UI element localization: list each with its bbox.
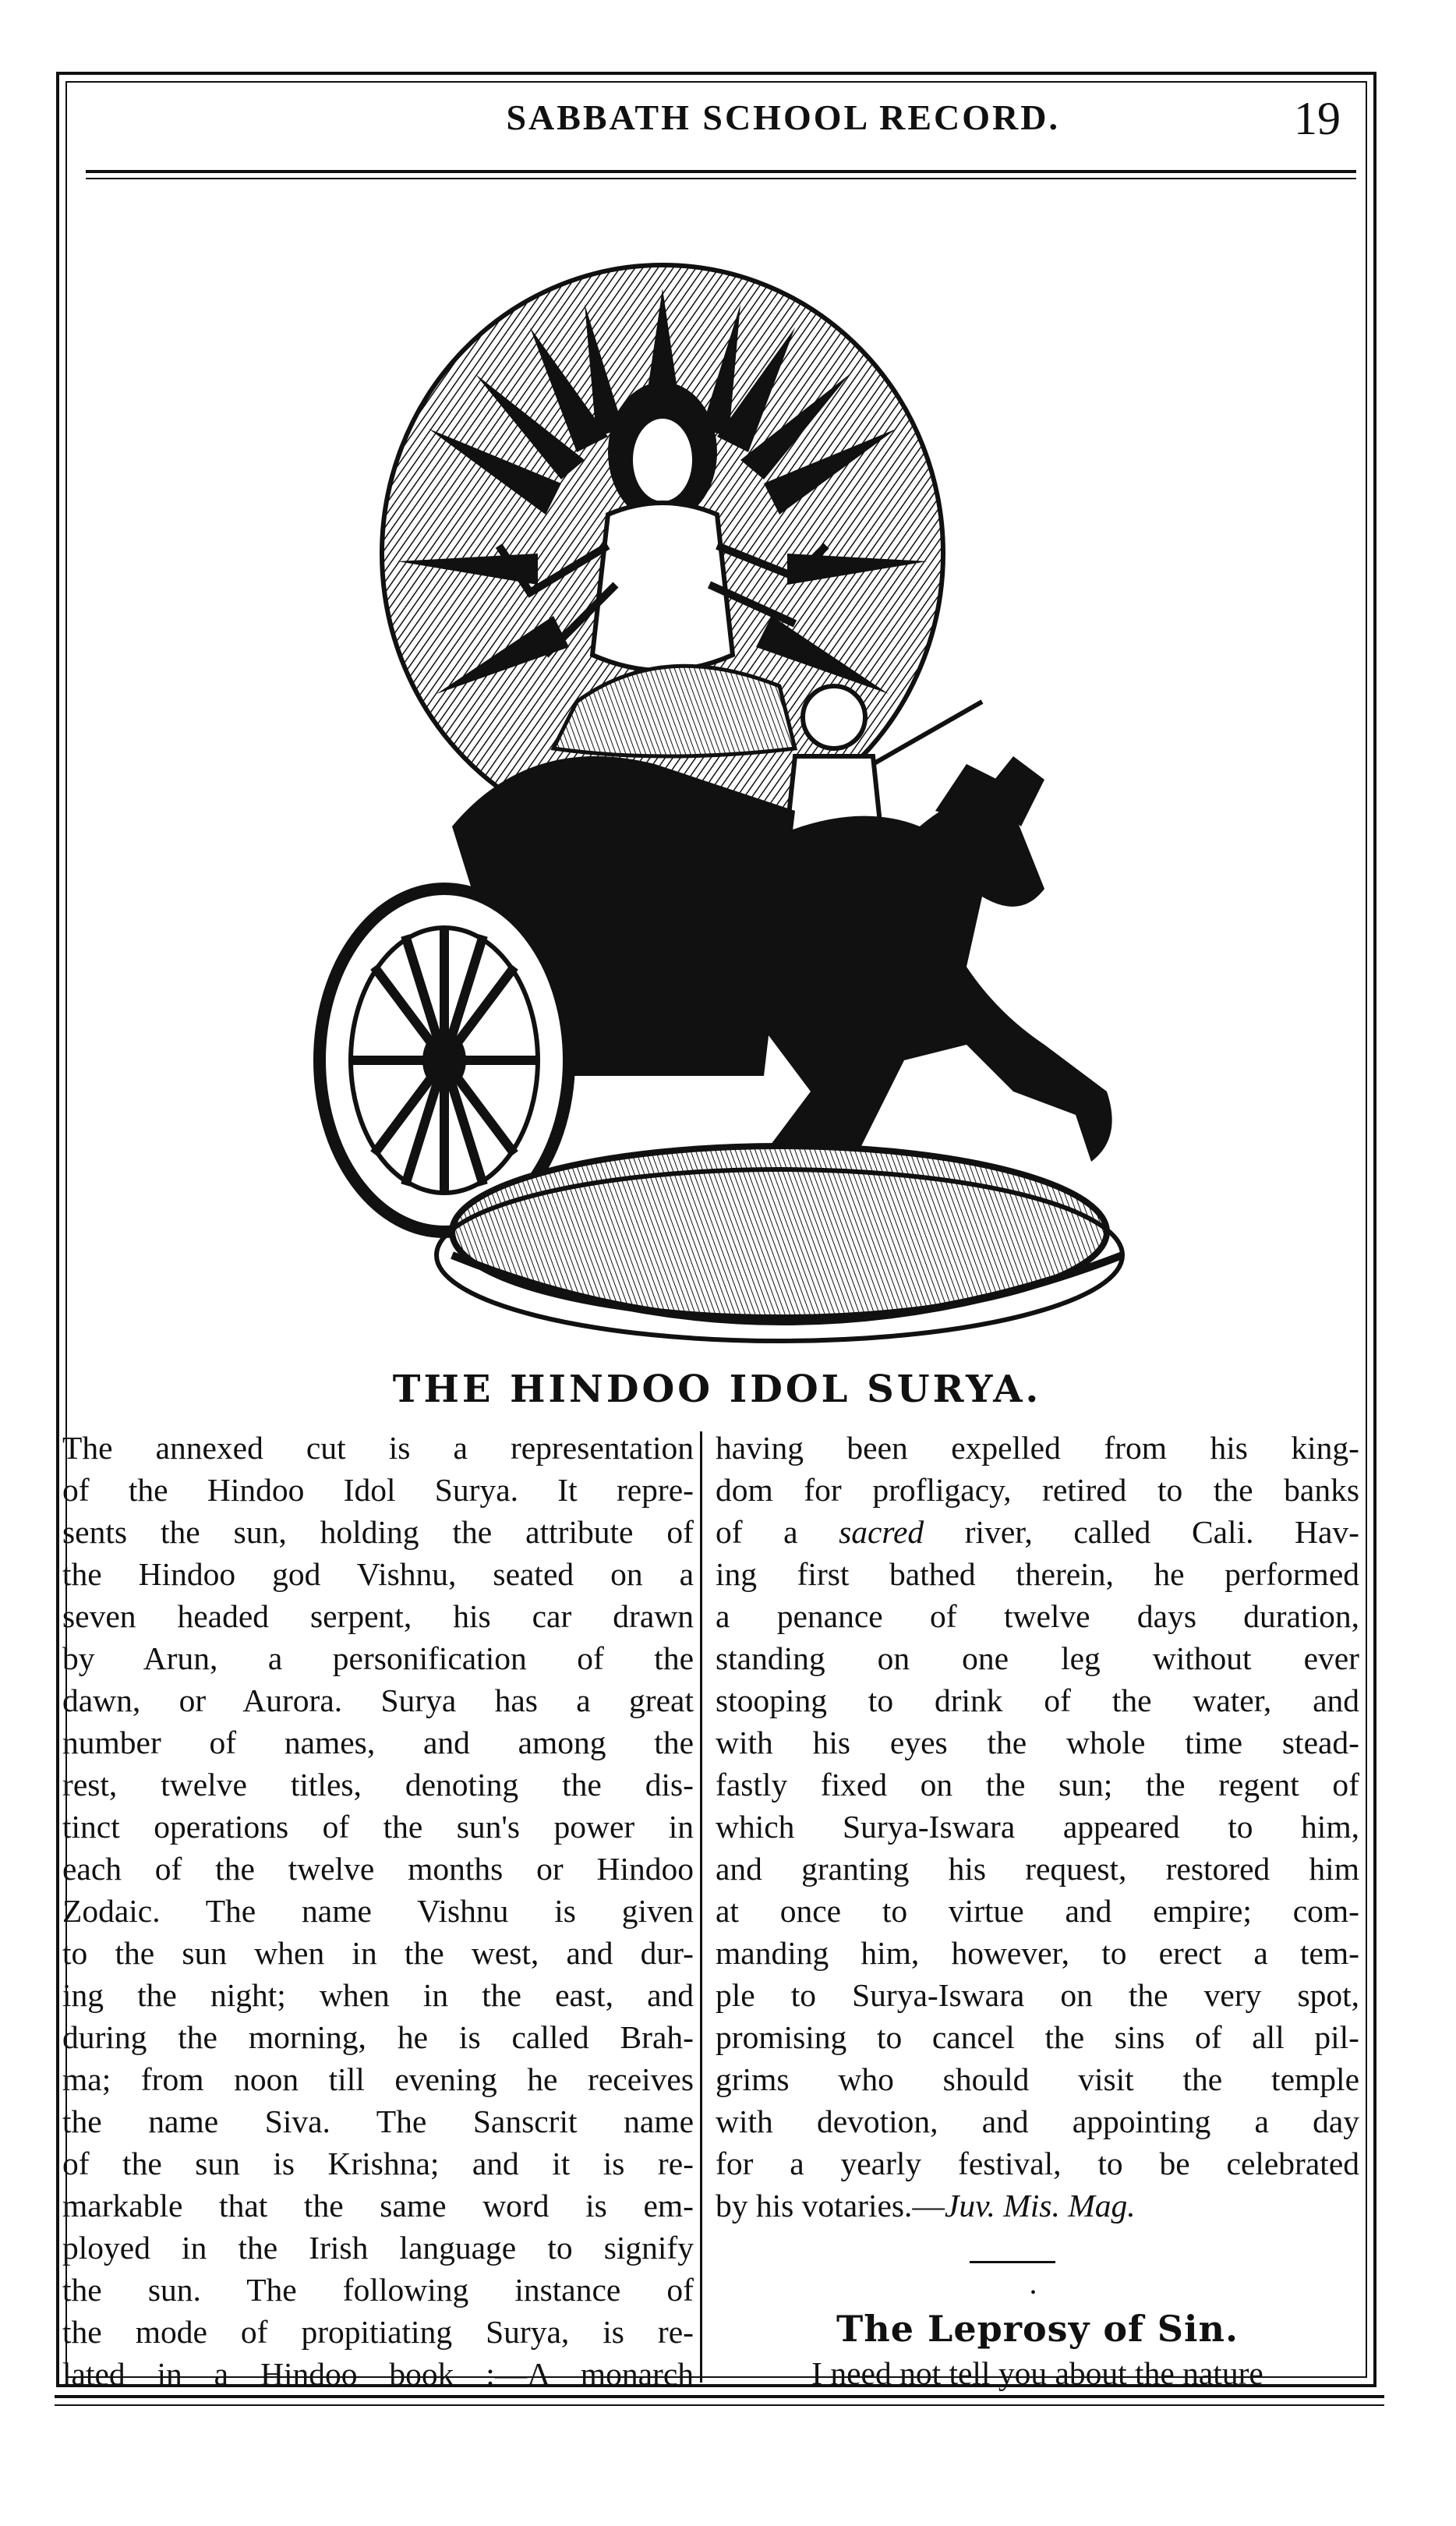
italic-word: sacred <box>839 1514 924 1550</box>
text-line: by Arun, a personification of the <box>62 1640 694 1676</box>
text-line: promising to cancel the sins of all pil- <box>716 2019 1359 2055</box>
text-line: with his eyes the whole time stead- <box>716 1725 1359 1760</box>
footer-rule <box>55 2395 1384 2398</box>
text-line: number of names, and among the <box>62 1725 694 1760</box>
next-article-title: The Leprosy of Sin. <box>836 2308 1239 2350</box>
text-line: the sun. The following instance of <box>62 2272 694 2308</box>
text-line: lated in a Hindoo book :—A monarch <box>62 2356 694 2392</box>
section-ornament-dot: • <box>1030 2284 1037 2301</box>
text-line: by his votaries.—Juv. Mis. Mag. <box>716 2188 1136 2224</box>
citation: Juv. Mis. Mag. <box>944 2188 1136 2224</box>
text-line: the Hindoo god Vishnu, seated on a <box>62 1556 694 1592</box>
surya-engraving-illustration <box>296 218 1154 1357</box>
text-line: grims who should visit the temple <box>716 2061 1359 2097</box>
text-line: fastly fixed on the sun; the regent of <box>716 1767 1359 1803</box>
page-number: 19 <box>1294 93 1341 144</box>
figure-caption: THE HINDOO IDOL SURYA. <box>392 1367 1042 1411</box>
text-line: the mode of propitiating Surya, is re- <box>62 2314 694 2350</box>
page-header <box>78 92 1356 154</box>
text-line: sents the sun, holding the attribute of <box>62 1514 694 1550</box>
article-right-column <box>716 1427 1359 2227</box>
text-line: for a yearly festival, to be celebrated <box>716 2146 1359 2181</box>
text-line: tinct operations of the sun's power in <box>62 1809 694 1845</box>
text-line: the name Siva. The Sanscrit name <box>62 2103 694 2139</box>
running-head: SABBATH SCHOOL RECORD. <box>506 97 1060 137</box>
text-line: of a sacred river, called Cali. Hav- <box>716 1514 1359 1550</box>
text-line: seven headed serpent, his car drawn <box>62 1598 694 1634</box>
text-line: dawn, or Aurora. Surya has a great <box>62 1682 694 1718</box>
header-rule <box>86 170 1356 173</box>
text-line: markable that the same word is em- <box>62 2188 694 2224</box>
column-divider <box>700 1431 702 2383</box>
text-line: to the sun when in the west, and dur- <box>62 1935 694 1971</box>
text-line: rest, twelve titles, denoting the dis- <box>62 1767 694 1803</box>
text-line: with devotion, and appointing a day <box>716 2103 1359 2139</box>
footer-rule-thin <box>55 2404 1384 2406</box>
header-rule-thin <box>86 178 1356 179</box>
text-line: ple to Surya-Iswara on the very spot, <box>716 1977 1359 2013</box>
text-line: ma; from noon till evening he receives <box>62 2061 694 2097</box>
text-line: having been expelled from his king- <box>716 1430 1359 1466</box>
text-line: during the morning, he is called Brah- <box>62 2019 694 2055</box>
text-line: ployed in the Irish language to signify <box>62 2230 694 2266</box>
section-ornament-rule <box>970 2261 1055 2263</box>
text-line: of the sun is Krishna; and it is re- <box>62 2146 694 2181</box>
text-line: manding him, however, to erect a tem- <box>716 1935 1359 1971</box>
text-line: dom for profligacy, retired to the banks <box>716 1472 1359 1508</box>
article-left-column <box>62 1427 694 2395</box>
text-line: and granting his request, restored him <box>716 1851 1359 1887</box>
text-line: of the Hindoo Idol Surya. It repre- <box>62 1472 694 1508</box>
text-line: ing the night; when in the east, and <box>62 1977 694 2013</box>
text-line: The annexed cut is a representation <box>62 1430 694 1466</box>
text-line: ing first bathed therein, he performed <box>716 1556 1359 1592</box>
text-line: which Surya-Iswara appeared to him, <box>716 1809 1359 1845</box>
text-line: standing on one leg without ever <box>716 1640 1359 1676</box>
text-line: at once to virtue and empire; com- <box>716 1893 1359 1929</box>
text-line: a penance of twelve days duration, <box>716 1598 1359 1634</box>
text-line: Zodaic. The name Vishnu is given <box>62 1893 694 1929</box>
text-line: stooping to drink of the water, and <box>716 1682 1359 1718</box>
text-line: each of the twelve months or Hindoo <box>62 1851 694 1887</box>
next-article-first-line: I need not tell you about the nature <box>811 2355 1263 2391</box>
